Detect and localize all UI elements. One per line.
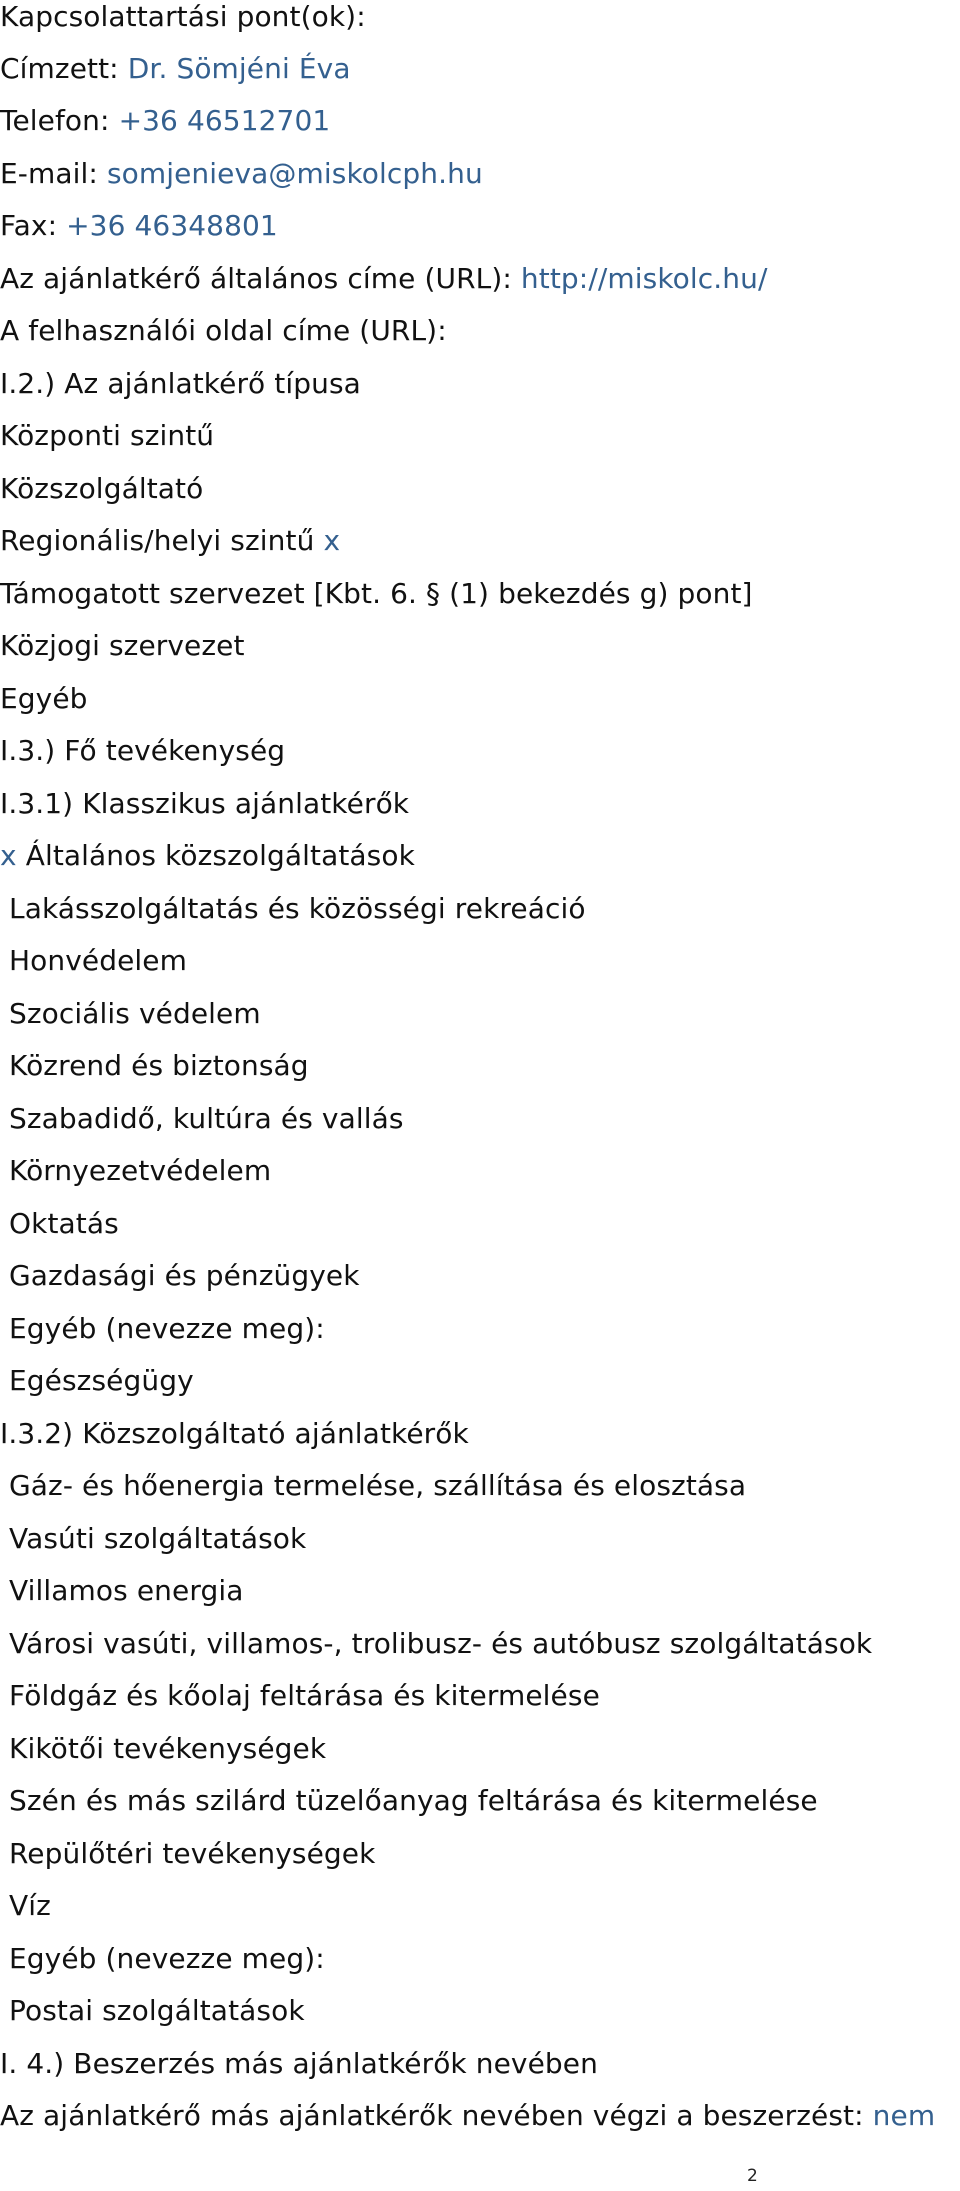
activity-item: Egyéb (nevezze meg): (9, 1312, 325, 1345)
general-url-value: http://miskolc.hu/ (520, 262, 768, 295)
utility-activity-item: Városi vasúti, villamos-, trolibusz- és autóbusz szolgáltatások (9, 1627, 873, 1660)
utility-activity-item: Gáz- és hőenergia termelése, szállítása és elosztása (9, 1469, 747, 1502)
utility-activity-item: Repülőtéri tevékenységek (9, 1837, 376, 1870)
authority-type-item: Közjogi szervezet (0, 629, 245, 662)
authority-type-item: Támogatott szervezet [Kbt. 6. § (1) bekezdés g) pont] (0, 577, 753, 610)
joint-procurement-answer: nem (872, 2099, 936, 2132)
utility-activity-item: Földgáz és kőolaj feltárása és kitermelése (9, 1679, 600, 1712)
activity-item: Lakásszolgáltatás és közösségi rekreáció (9, 892, 586, 925)
activity-item: Szociális védelem (9, 997, 261, 1030)
recipient-value: Dr. Sömjéni Éva (127, 52, 351, 85)
joint-procurement-line (0, 2099, 935, 2133)
activity-item: Szabadidő, kultúra és vallás (9, 1102, 404, 1135)
user-page-url-line: A felhasználói oldal címe (URL): (0, 314, 447, 347)
recipient-label: Címzett: (0, 52, 119, 85)
phone-line (0, 104, 330, 138)
fax-value: +36 46348801 (66, 209, 278, 242)
utility-activity-item: Postai szolgáltatások (9, 1994, 305, 2027)
activity-item: Oktatás (9, 1207, 119, 1240)
phone-value: +36 46512701 (118, 104, 331, 137)
utility-activity-item: Villamos energia (9, 1574, 244, 1607)
utility-activity-item: Kikötői tevékenységek (9, 1732, 327, 1765)
recipient-line (0, 52, 351, 86)
email-label: E-mail: (0, 157, 98, 190)
section-i32-heading: I.3.2) Közszolgáltató ajánlatkérők (0, 1417, 469, 1450)
activity-item: Gazdasági és pénzügyek (9, 1259, 360, 1292)
section-i31-heading: I.3.1) Klasszikus ajánlatkérők (0, 787, 410, 820)
authority-type-item: Központi szintű (0, 419, 215, 452)
utility-activity-item: Szén és más szilárd tüzelőanyag feltárása és kitermelése (9, 1784, 818, 1817)
regional-mark: x (323, 524, 341, 557)
phone-label: Telefon: (0, 104, 110, 137)
general-url-label: Az ajánlatkérő általános címe (URL): (0, 262, 512, 295)
fax-label: Fax: (0, 209, 58, 242)
email-value: somjenieva@miskolcph.hu (106, 157, 483, 190)
general-services-mark: x (0, 839, 17, 872)
fax-line (0, 209, 278, 243)
utility-activity-item: Vasúti szolgáltatások (9, 1522, 307, 1555)
activity-item: Közrend és biztonság (9, 1049, 309, 1082)
utility-activity-item: Egyéb (nevezze meg): (9, 1942, 325, 1975)
general-url-line (0, 262, 767, 296)
activity-item: Környezetvédelem (9, 1154, 272, 1187)
page-number: 2 (747, 2166, 758, 2186)
activity-item: x Általános közszolgáltatások (0, 839, 415, 872)
authority-type-item: Regionális/helyi szintű x (0, 524, 341, 557)
section-i2-heading: I.2.) Az ajánlatkérő típusa (0, 367, 361, 400)
contact-heading: Kapcsolattartási pont(ok): (0, 0, 366, 33)
email-line (0, 157, 483, 191)
activity-item: Egészségügy (9, 1364, 194, 1397)
utility-activity-item: Víz (9, 1889, 51, 1922)
joint-procurement-question: Az ajánlatkérő más ajánlatkérők nevében végzi a beszerzést: (0, 2099, 864, 2132)
authority-type-item: Egyéb (0, 682, 88, 715)
section-i4-heading: I. 4.) Beszerzés más ajánlatkérők nevében (0, 2047, 598, 2080)
authority-type-item: Közszolgáltató (0, 472, 204, 505)
section-i3-heading: I.3.) Fő tevékenység (0, 734, 286, 767)
activity-item: Honvédelem (9, 944, 188, 977)
